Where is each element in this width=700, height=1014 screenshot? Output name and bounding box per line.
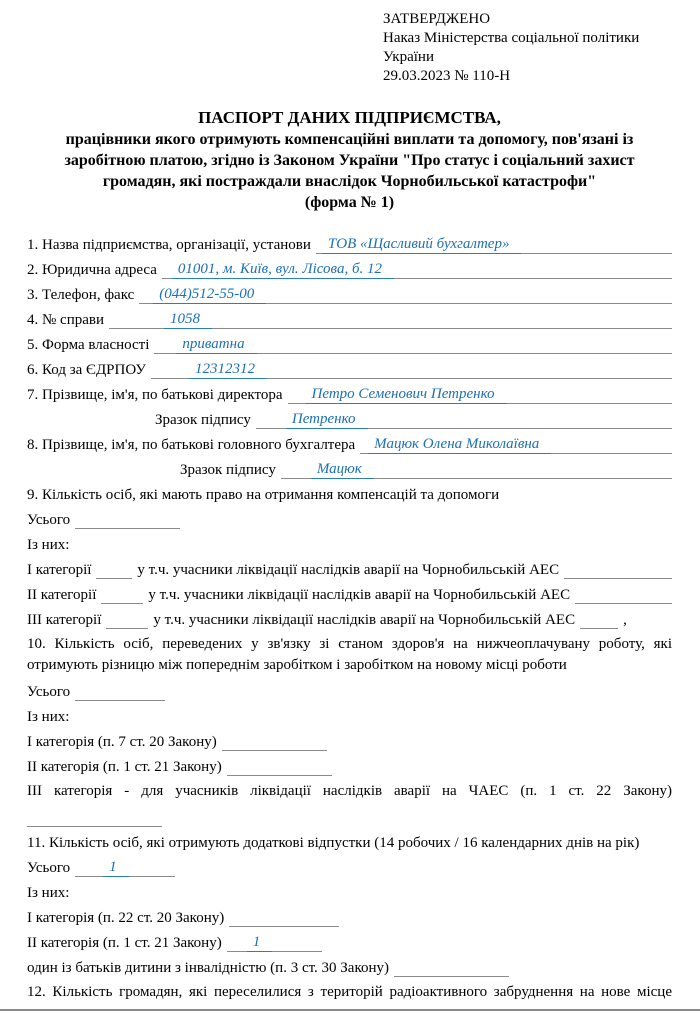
field-value: Петро Семенович Петренко [306,385,507,404]
field-value: Мацюк Олена Миколаївна [368,435,551,454]
field-row [27,310,672,329]
approval-line: ЗАТВЕРДЖЕНО [383,11,491,27]
field-line [316,237,672,254]
section-heading: 10. Кількість осіб, переведених у зв'язку зі станом здоров'я на нижчеоплачувану роботу, які отримують різницю між попереднім заробітком і заробітком на новому місці роботи [27,636,672,673]
page-bottom-divider [0,1009,700,1011]
comma-suffix: , [623,612,627,628]
field-value: 12312312 [189,360,267,379]
category-row [27,610,672,629]
category-line [564,562,672,579]
category-line [101,587,143,604]
field-row [27,235,672,254]
field-value: приватна [176,335,256,354]
category-row [27,908,672,927]
category-line [394,960,509,977]
category-line [227,935,322,952]
category-line [580,612,618,629]
field-value: ТОВ «Щасливий бухгалтер» [322,235,522,254]
of-them-label: Із них: [27,537,70,553]
category-line [222,734,327,751]
field-line [151,362,672,379]
category-row [27,757,672,776]
total-label: Усього [27,860,71,876]
signature-line [281,462,672,479]
category-label: II категорії [27,587,97,603]
signature-row [180,460,672,479]
field-label: 1. Назва підприємства, організації, установи [27,237,311,253]
category-line [106,612,148,629]
field-line [109,312,672,329]
of-them-label: Із них: [27,885,70,901]
approval-line: Наказ Міністерства соціальної політики [383,30,640,46]
category-line [96,562,132,579]
field-row [27,260,672,279]
section-heading: 12. Кількість громадян, які переселилися з територій радіоактивного забруднення на нове місце [27,984,672,1000]
of-them-label: Із них: [27,709,70,725]
field-label: 2. Юридична адреса [27,262,157,278]
total-line [75,860,175,877]
field-row [27,360,672,379]
category-label: один із батьків дитини з інвалідністю (п. 3 ст. 30 Закону) [27,960,389,976]
field-line [162,262,672,279]
total-row [27,510,672,529]
form-body [27,235,672,1003]
field-row [27,335,672,354]
category-row: III категорія - для учасників ліквідації наслідків аварії на ЧАЕС (п. 1 ст. 22 Закону) [27,783,672,799]
incl-text: у т.ч. учасники ліквідації наслідків аварії на Чорнобильській АЕС [137,562,560,578]
category-row [27,560,672,579]
field-line [288,387,672,404]
total-label: Усього [27,684,71,700]
section-heading [27,833,672,852]
category-label: III категорії [27,612,102,628]
category-line [229,910,339,927]
total-value: 1 [103,858,129,877]
section-heading [27,485,672,504]
field-label: 5. Форма власності [27,337,150,353]
of-them-row [27,883,672,902]
title-line: заробітною платою, згідно із Законом України "Про статус і соціальний захист [64,152,635,169]
title-line: громадян, які постраждали внаслідок Чорнобильської катастрофи" [102,173,597,190]
category-line [575,587,672,604]
total-line [75,684,165,701]
total-line [75,512,180,529]
signature-label: Зразок підпису [155,412,251,428]
field-row [27,385,672,404]
field-value: 1058 [164,310,212,329]
signature-label: Зразок підпису [180,462,276,478]
total-row [27,682,672,701]
parent-category-row [27,958,672,977]
approval-block [383,10,672,86]
field-label: 4. № справи [27,312,105,328]
incl-text: у т.ч. учасники ліквідації наслідків аварії на Чорнобильській АЕС [153,612,576,628]
field-value: (044)512-55-00 [153,285,266,304]
field-row [27,435,672,454]
field-line [154,337,672,354]
incl-text: у т.ч. учасники ліквідації наслідків аварії на Чорнобильській АЕС [148,587,571,603]
of-them-row [27,535,672,554]
category-line [27,810,162,827]
field-line [360,437,672,454]
field-row [27,285,672,304]
field-label: 8. Прізвище, ім'я, по батькові головного бухгалтера [27,437,356,453]
field-label: 3. Телефон, факс [27,287,135,303]
category-label: I категорії [27,562,92,578]
of-them-row [27,707,672,726]
field-label: 7. Прізвище, ім'я, по батькові директора [27,387,283,403]
field-value: 01001, м. Київ, вул. Лісова, б. 12 [172,260,394,279]
category-label: I категорія (п. 22 ст. 20 Закону) [27,910,225,926]
category-row [27,933,672,952]
section-heading-text: 11. Кількість осіб, які отримують додаткові відпустки (14 робочих / 16 календарних днів на рік) [27,835,640,851]
signature-line [256,412,672,429]
category-row [27,585,672,604]
approval-line: України [383,49,434,65]
signature-row [155,410,672,429]
category-label: II категорія (п. 1 ст. 21 Закону) [27,759,222,775]
category-row [27,732,672,751]
field-label: 6. Код за ЄДРПОУ [27,362,146,378]
signature-value: Петренко [286,410,368,429]
signature-value: Мацюк [311,460,374,479]
total-label: Усього [27,512,71,528]
section-heading-text: 9. Кількість осіб, які мають право на отримання компенсацій та допомоги [27,487,500,503]
title-line: ПАСПОРТ ДАНИХ ПІДПРИЄМСТВА, [198,108,501,127]
category-label: II категорія (п. 1 ст. 21 Закону) [27,935,222,951]
total-row [27,858,672,877]
title-form-number: (форма № 1) [304,194,395,211]
category-value: 1 [247,933,273,952]
category-row [27,808,672,827]
field-line [139,287,672,304]
approval-order-number: 29.03.2023 № 110-Н [383,68,511,84]
title-line: працівники якого отримують компенсаційні виплати та допомогу, пов'язані із [65,131,634,148]
page-title [27,106,672,213]
category-label: I категорія (п. 7 ст. 20 Закону) [27,734,217,750]
category-line [227,759,332,776]
